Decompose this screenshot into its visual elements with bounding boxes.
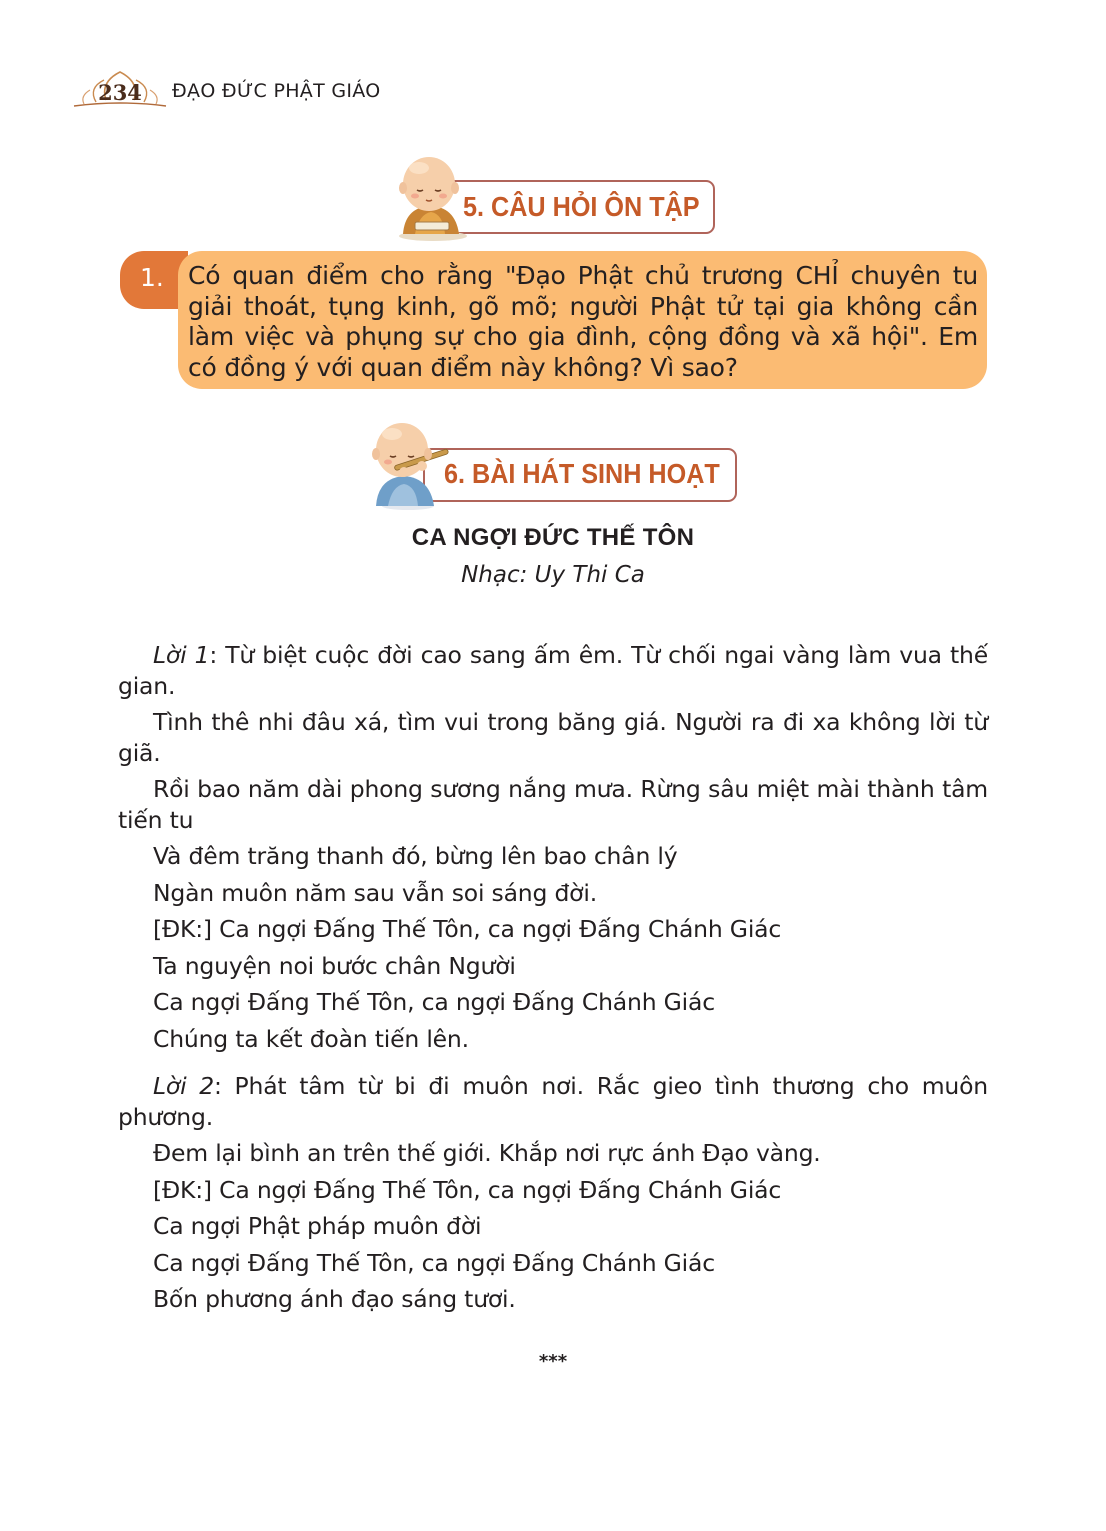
lyric-line: Ca ngợi Đấng Thế Tôn, ca ngợi Đấng Chánh Giác	[153, 1248, 715, 1277]
verse-2-label: Lời 2	[153, 1072, 214, 1100]
verse-2	[118, 1071, 988, 1315]
end-mark: ***	[538, 1351, 568, 1372]
book-title: ĐẠO ĐỨC PHẬT GIÁO	[172, 80, 381, 102]
question-number: 1.	[140, 263, 164, 292]
section-5-title: 5. CÂU HỎI ÔN TẬP	[463, 191, 700, 222]
lyric-line: Tình thê nhi đâu xá, tìm vui trong băng giá. Người ra đi xa không lời từ giã.	[118, 708, 988, 767]
section-6-banner	[368, 420, 740, 512]
verse-1-label: Lời 1	[153, 641, 210, 669]
question-text: Có quan điểm cho rằng "Đạo Phật chủ trương CHỈ chuyên tu giải thoát, tụng kinh, gõ mõ; người Phật tử tại gia không cần làm việc và phụng sự cho gia đình, cộng đồng và xã hội". Em có đồng ý với quan điểm này không? Vì sao?	[188, 261, 978, 382]
lyric-line: [ĐK:] Ca ngợi Đấng Thế Tôn, ca ngợi Đấng Chánh Giác	[153, 915, 782, 943]
lyric-line: Rồi bao năm dài phong sương nắng mưa. Rừng sâu miệt mài thành tâm tiến tu	[118, 775, 988, 834]
page-number: 234	[98, 80, 142, 105]
lyric-line: Lời 2: Phát tâm từ bi đi muôn nơi. Rắc gieo tình thương cho muôn phương.	[118, 1072, 989, 1131]
page-header	[70, 70, 490, 120]
lyric-line: Và đêm trăng thanh đó, bừng lên bao chân lý	[153, 842, 678, 870]
lyric-line: Chúng ta kết đoàn tiến lên.	[153, 1024, 469, 1053]
lyric-line: [ĐK:] Ca ngợi Đấng Thế Tôn, ca ngợi Đấng Chánh Giác	[153, 1175, 782, 1204]
lyric-line: Lời 1: Từ biệt cuộc đời cao sang ấm êm. Từ chối ngai vàng làm vua thế gian.	[118, 641, 989, 700]
song-author: Nhạc: Uy Thi Ca	[461, 562, 645, 588]
lyric-line: Bốn phương ánh đạo sáng tươi.	[153, 1285, 516, 1313]
song-title: CA NGỢI ĐỨC THẾ TÔN	[411, 524, 695, 551]
lyric-line: Ngàn muôn năm sau vẫn soi sáng đời.	[153, 878, 597, 907]
verse-1	[118, 640, 988, 1054]
monk-flute-icon	[368, 420, 460, 512]
lyric-line: Đem lại bình an trên thế giới. Khắp nơi rực ánh Đạo vàng.	[153, 1139, 821, 1167]
question-box	[120, 251, 987, 389]
lyric-line: Ca ngợi Phật pháp muôn đời	[153, 1212, 482, 1240]
section-6-title: 6. BÀI HÁT SINH HOẠT	[444, 458, 720, 489]
lyric-line: Ca ngợi Đấng Thế Tôn, ca ngợi Đấng Chánh Giác	[153, 988, 715, 1016]
section-5-banner	[385, 152, 720, 244]
lyric-line: Ta nguyện noi bước chân Người	[153, 951, 516, 980]
monk-reading-icon	[385, 152, 475, 244]
